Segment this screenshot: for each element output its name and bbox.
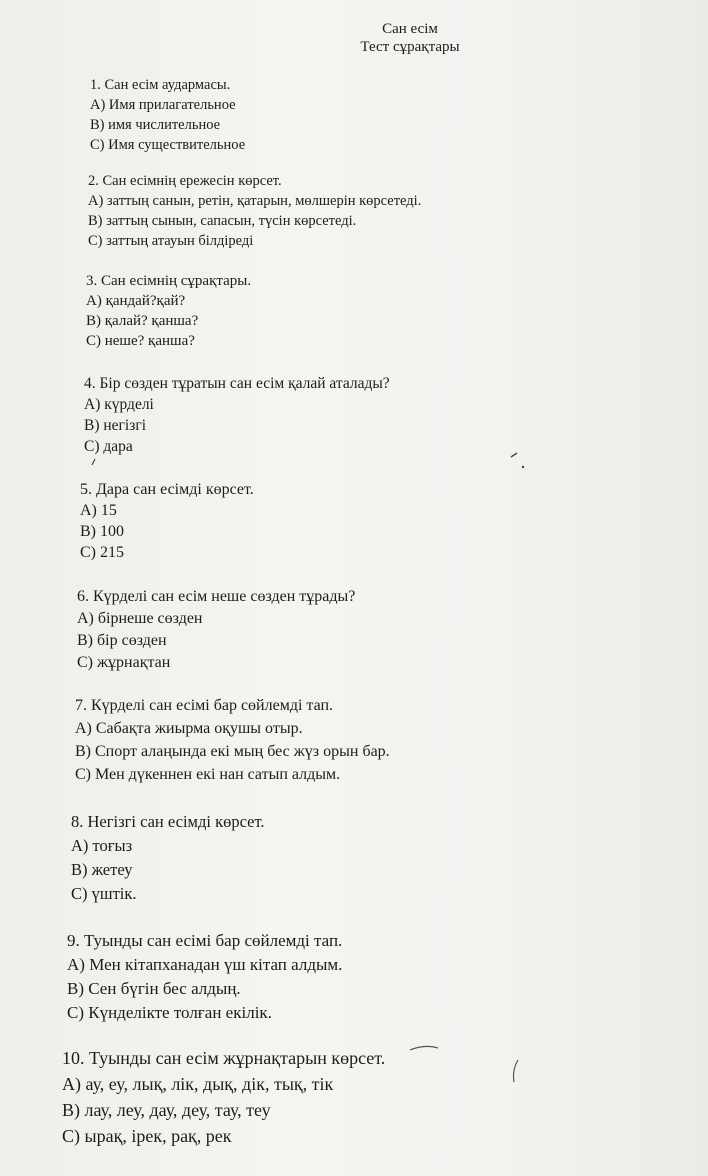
question-block	[71, 814, 265, 910]
question-block	[90, 78, 245, 158]
question-text: 1. Сан есім аудармасы.	[90, 77, 231, 93]
question-text: 7. Күрделі сан есімі бар сөйлемді тап.	[75, 697, 334, 714]
answer-option-a: А) бірнеше сөзден	[77, 610, 203, 627]
question-block	[80, 482, 254, 566]
answer-option-b: В) лау, леу, дау, деу, тау, теу	[62, 1100, 271, 1120]
answer-option-b: В) имя числительное	[90, 117, 221, 133]
pen-mark	[400, 1040, 540, 1090]
answer-option-a: А) Мен кітапханадан үш кітап алдым.	[67, 955, 343, 974]
answer-option-a: А) Имя прилагательное	[90, 97, 236, 113]
question-block	[62, 1049, 385, 1153]
answer-option-b: В) Спорт алаңында екі мың бес жүз орын бар.	[75, 743, 390, 760]
answer-option-a: А) 15	[80, 502, 117, 519]
answer-option-b: В) Сен бүгін бес алдың.	[67, 979, 241, 998]
answer-option-b: В) заттың сынын, сапасын, түсін көрсетеді.	[88, 213, 357, 229]
question-text: 4. Бір сөзден тұратын сан есім қалай аталады?	[84, 375, 390, 392]
question-block	[77, 589, 355, 677]
question-block	[86, 274, 251, 354]
answer-option-a: А) қандай?қай?	[86, 293, 186, 309]
answer-option-b: В) 100	[80, 523, 124, 540]
answer-option-a: А) заттың санын, ретін, қатарын, мөлшерін көрсетеді.	[88, 193, 422, 209]
question-text: 2. Сан есімнің ережесін көрсет.	[88, 173, 282, 189]
pen-mark	[88, 455, 102, 469]
question-block	[84, 376, 390, 460]
question-text: 5. Дара сан есімді көрсет.	[80, 481, 254, 498]
answer-option-c: С) Имя существительное	[90, 137, 246, 153]
question-text: 3. Сан есімнің сұрақтары.	[86, 273, 252, 289]
question-block	[67, 932, 342, 1028]
answer-option-c: С) Мен дүкеннен екі нан сатып алдым.	[75, 766, 341, 783]
answer-option-b: В) қалай? қанша?	[86, 313, 199, 329]
answer-option-c: С) неше? қанша?	[86, 333, 195, 349]
answer-option-b: В) жетеу	[71, 860, 133, 879]
question-block	[88, 174, 421, 254]
question-text: 10. Туынды сан есім жұрнақтарын көрсет.	[62, 1048, 386, 1068]
document-subtitle: Тест сұрақтары	[360, 39, 460, 55]
answer-option-c: С) Күнделікте толған екілік.	[67, 1003, 272, 1022]
answer-option-a: А) тоғыз	[71, 836, 133, 855]
answer-option-c: С) жұрнақтан	[77, 654, 171, 671]
document-title: Сан есім	[382, 21, 438, 37]
answer-option-a: А) күрделі	[84, 396, 154, 413]
question-text: 9. Туынды сан есімі бар сөйлемді тап.	[67, 931, 343, 950]
question-text: 6. Күрделі сан есім неше сөзден тұрады?	[77, 588, 356, 605]
answer-option-a: А) ау, еу, лық, лік, дық, дік, тық, тік	[62, 1074, 334, 1094]
answer-option-c: С) дара	[84, 438, 133, 455]
answer-option-b: В) бір сөзден	[77, 632, 167, 649]
answer-option-a: А) Сабақта жиырма оқушы отыр.	[75, 720, 303, 737]
answer-option-c: С) ырақ, ірек, рақ, рек	[62, 1126, 232, 1146]
answer-option-b: В) негізгі	[84, 417, 146, 434]
answer-option-c: С) үштік.	[71, 884, 137, 903]
question-text: 8. Негізгі сан есімді көрсет.	[71, 812, 265, 831]
answer-option-c: С) заттың атауын білдіреді	[88, 233, 254, 249]
question-block	[75, 698, 390, 790]
pen-mark	[505, 443, 535, 473]
answer-option-c: С) 215	[80, 544, 124, 561]
